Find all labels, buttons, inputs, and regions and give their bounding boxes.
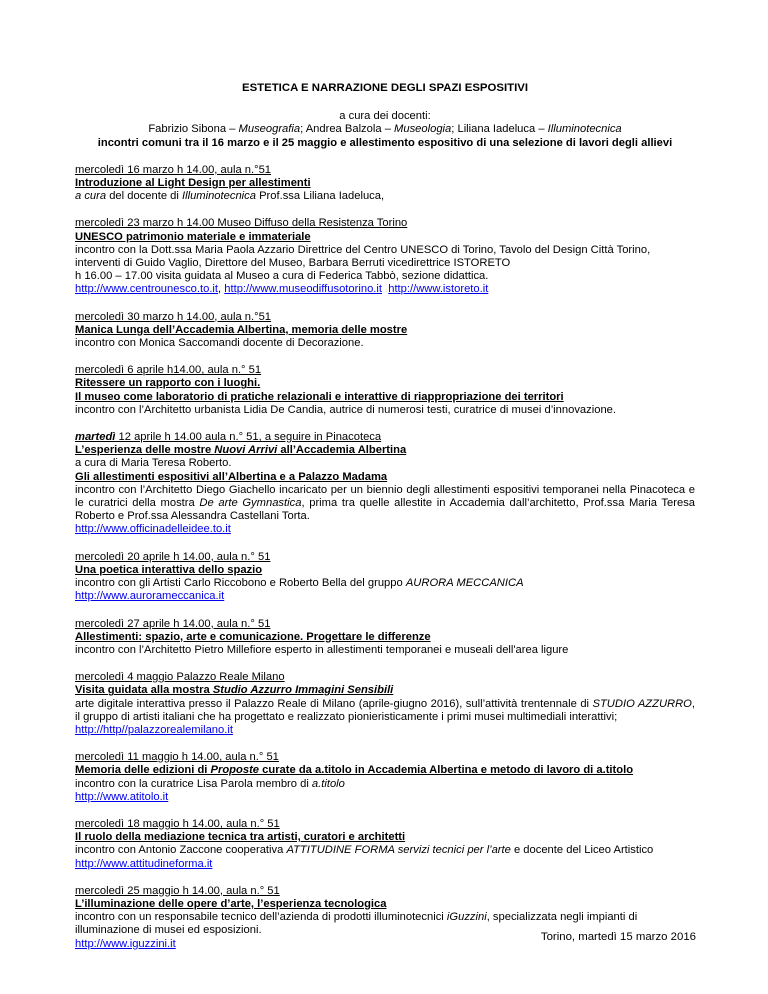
event-description: incontro con la curatrice Lisa Parola membro di a.titolo (75, 777, 345, 790)
event-heading: Memoria delle edizioni di Proposte curate da a.titolo in Accademia Albertina e metodo di lavoro di a.titolo (75, 764, 634, 777)
link-palazzorealemilano[interactable]: http://http//palazzorealemilano.it (75, 723, 233, 736)
event-description: interventi di Guido Vaglio, Direttore del Museo, Barbara Berruti vicedirettrice ISTORETO (75, 257, 511, 270)
event-description: incontro con l’Architetto Pietro Millefiore esperto in allestimenti temporanei e museali dell'area ligure (75, 643, 569, 656)
event-8 (75, 671, 695, 737)
event-date: mercoledì 11 maggio h 14.00, aula n.° 51 (75, 751, 279, 764)
link-atitolo[interactable]: http://www.atitolo.it (75, 790, 169, 803)
link-istoreto[interactable]: http://www.istoreto.it (388, 283, 489, 296)
event-heading: Introduzione al Light Design per allestimenti (75, 177, 311, 190)
event-description: illuminazione di musei ed esposizioni. (75, 924, 262, 937)
curated-by-label: a cura dei docenti: (339, 110, 431, 123)
event-2 (75, 217, 695, 296)
event-description: incontro con un responsabile tecnico dell’azienda di prodotti illuminotecnici iGuzzini, specializzata negli impianti di (75, 911, 638, 924)
event-6 (75, 551, 695, 604)
event-heading: Ritessere un rapporto con i luoghi. (75, 377, 261, 390)
document-title: ESTETICA E NARRAZIONE DEGLI SPAZI ESPOSITIVI (241, 82, 529, 94)
event-date: mercoledì 25 maggio h 14.00, aula n.° 51 (75, 884, 280, 897)
event-date: mercoledì 27 aprile h 14.00, aula n.° 51 (75, 617, 271, 630)
link-attitudineforma[interactable]: http://www.attitudineforma.it (75, 857, 213, 870)
event-3 (75, 311, 695, 351)
event-heading: L’illuminazione delle opere d’arte, l’esperienza tecnologica (75, 897, 387, 910)
event-description: arte digitale interattiva presso il Palazzo Reale di Milano (aprile-giugno 2016), sull’attività trentennale di STUDIO AZZURRO, il gruppo di artisti italiani che ha progettato e realizzato pionieristicamente i primi musei multimediali interattivi; (75, 697, 695, 723)
event-date: martedì 12 aprile h 14.00 aula n.° 51, a seguire in Pinacoteca (75, 431, 382, 444)
event-heading: Una poetica interattiva dello spazio (75, 563, 263, 576)
link-aurorameccanica[interactable]: http://www.aurorameccanica.it (75, 590, 225, 603)
event-9 (75, 751, 695, 804)
event-5 (75, 431, 695, 537)
link-centrounesco[interactable]: http://www.centrounesco.to.it (75, 283, 219, 296)
event-description: incontro con l’Architetto Diego Giachello incaricato per un biennio degli allestimenti espositivi temporanei nella Pinacoteca e le curatrici della mostra De arte Gymnastica, prima tra quelle allestite in Accademia dall’architetto, Prof.ssa Maria Teresa Roberto e Prof.ssa Alessandra Castellani Torta. (75, 483, 696, 523)
event-heading: Visita guidata alla mostra Studio Azzurro Immagini Sensibili (75, 684, 394, 697)
event-heading: Il ruolo della mediazione tecnica tra artisti, curatori e architetti (75, 831, 406, 844)
event-heading: Allestimenti: spazio, arte e comunicazione. Progettare le differenze (75, 630, 431, 643)
event-curated-by: a cura di Maria Teresa Roberto. (75, 457, 232, 470)
event-date: mercoledì 20 aprile h 14.00, aula n.° 51 (75, 550, 271, 563)
event-heading: Manica Lunga dell’Accademia Albertina, memoria delle mostre (75, 323, 408, 336)
schedule-summary: incontri comuni tra il 16 marzo e il 25 maggio e allestimento espositivo di una selezione di lavori degli allievi (97, 136, 673, 149)
document-date-footer: Torino, martedì 15 marzo 2016 (540, 931, 696, 943)
event-7 (75, 618, 695, 658)
event-description: incontro con Antonio Zaccone cooperativa ATTITUDINE FORMA servizi tecnici per l’arte e docente del Liceo Artistico (75, 844, 654, 857)
event-description: incontro con gli Artisti Carlo Riccobono e Roberto Bella del gruppo AURORA MECCANICA (75, 577, 524, 590)
event-links: http://www.centrounesco.to.it, http://www.museodiffusotorino.it http://www.istoreto.it (75, 283, 489, 296)
event-heading: UNESCO patrimonio materiale e immateriale (75, 230, 311, 243)
event-description: h 16.00 – 17.00 visita guidata al Museo a cura di Federica Tabbò, sezione didattica. (75, 270, 489, 283)
event-description: incontro con l’Architetto urbanista Lidia De Candia, autrice di numerosi testi, curatrice di musei d’innovazione. (75, 403, 617, 416)
event-4 (75, 364, 695, 417)
event-date: mercoledì 4 maggio Palazzo Reale Milano (75, 671, 285, 684)
teachers-line: Fabrizio Sibona – Museografia; Andrea Balzola – Museologia; Liliana Iadeluca – Illuminotecnica (148, 123, 622, 136)
link-museodiffuso[interactable]: http://www.museodiffusotorino.it (224, 283, 382, 296)
event-description: incontro con Monica Saccomandi docente di Decorazione. (75, 337, 364, 350)
event-date: mercoledì 16 marzo h 14.00, aula n.°51 (75, 163, 272, 176)
event-description: incontro con la Dott.ssa Maria Paola Azzario Direttrice del Centro UNESCO di Torino, Tavolo del Design Città Torino, (75, 243, 651, 256)
event-subheading: Gli allestimenti espositivi all’Albertina e a Palazzo Madama (75, 470, 388, 483)
event-description: a cura del docente di Illuminotecnica Prof.ssa Liliana Iadeluca, (75, 190, 385, 203)
link-iguzzini[interactable]: http://www.iguzzini.it (75, 937, 176, 950)
link-officinadelleidee[interactable]: http://www.officinadelleidee.to.it (75, 523, 231, 536)
event-10 (75, 818, 695, 871)
event-date: mercoledì 23 marzo h 14.00 Museo Diffuso della Resistenza Torino (75, 217, 408, 230)
event-heading: L’esperienza delle mostre Nuovi Arrivi all’Accademia Albertina (75, 444, 407, 457)
event-date: mercoledì 6 aprile h14.00, aula n.° 51 (75, 364, 262, 377)
event-date: mercoledì 18 maggio h 14.00, aula n.° 51 (75, 817, 280, 830)
event-subheading: Il museo come laboratorio di pratiche relazionali e interattive di riappropriazione dei territori (75, 390, 564, 403)
event-date: mercoledì 30 marzo h 14.00, aula n.°51 (75, 310, 272, 323)
event-1 (75, 164, 695, 204)
header-block (75, 110, 695, 150)
document-body (75, 82, 695, 951)
